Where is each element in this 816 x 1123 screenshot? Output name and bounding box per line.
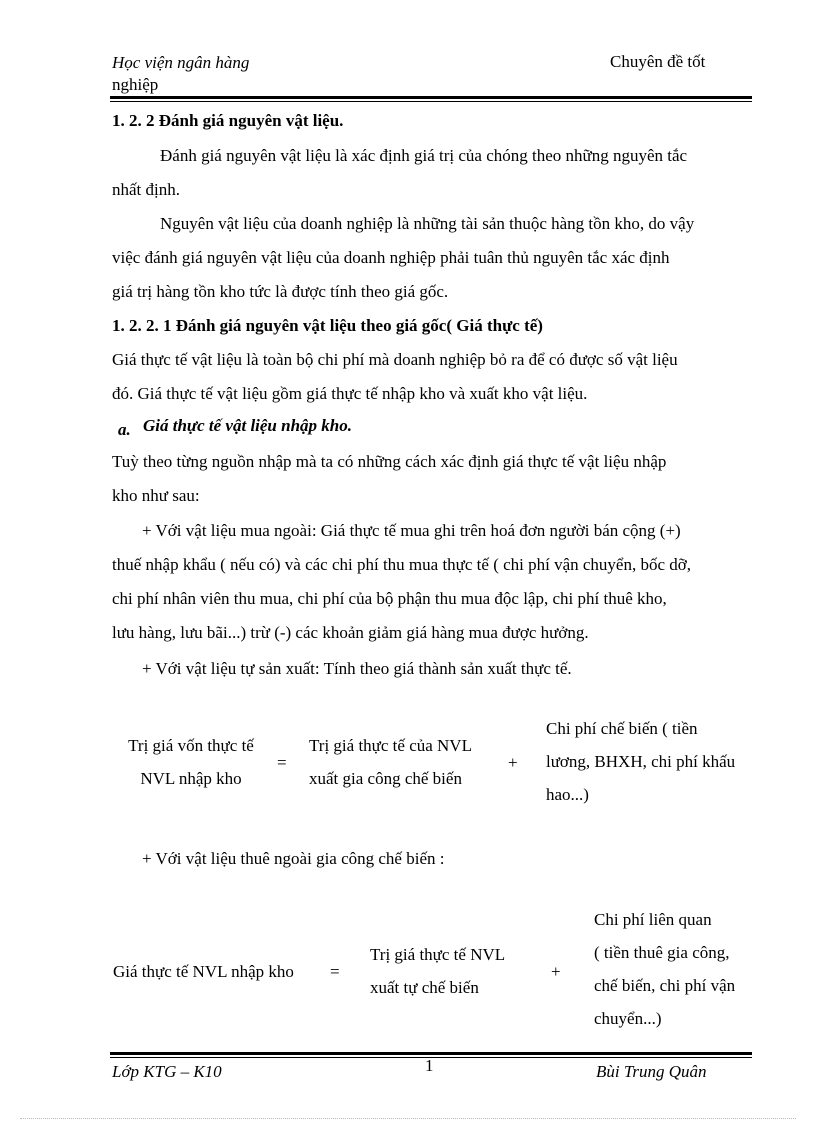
para1-line2: nhất định. xyxy=(112,180,180,199)
page-bottom-dotted-line xyxy=(20,1118,796,1119)
eq1-term1-line1: Trị giá thực tế của NVL xyxy=(309,736,472,755)
header-institution xyxy=(112,52,249,96)
bullet3: + Với vật liệu thuê ngoài gia công chế biến : xyxy=(142,849,445,868)
eq2-plus: + xyxy=(551,962,561,981)
eq1-plus: + xyxy=(508,753,518,772)
para2-line2: việc đánh giá nguyên vật liệu của doanh nghiệp phải tuân thủ nguyên tắc xác định xyxy=(112,248,670,267)
header-doc-type: Chuyên đề tốt xyxy=(610,52,706,71)
eq1-term1-line2: xuất gia công chế biến xyxy=(309,769,462,788)
eq1-term2-line2: lương, BHXH, chi phí khấu xyxy=(546,752,736,771)
eq1-equals: = xyxy=(277,753,287,772)
bullet1-line4: lưu hàng, lưu bãi...) trừ (-) các khoản giảm giá hàng mua được hưởng. xyxy=(112,623,589,642)
bullet2: + Với vật liệu tự sản xuất: Tính theo giá thành sản xuất thực tế. xyxy=(142,659,572,678)
eq1-term2-line1: Chi phí chế biến ( tiền xyxy=(546,719,698,738)
subsection-title: 1. 2. 2. 1 Đánh giá nguyên vật liệu theo giá gốc( Giá thực tế) xyxy=(112,316,543,335)
header-institution-line1: Học viện ngân hàng xyxy=(112,53,250,72)
eq2-term1-line1: Trị giá thực tế NVL xyxy=(370,945,506,964)
page-number: 1 xyxy=(425,1056,434,1075)
eq2-term2 xyxy=(594,903,756,1035)
item-a-title: Giá thực tế vật liệu nhập kho. xyxy=(143,416,353,435)
footer-class: Lớp KTG – K10 xyxy=(112,1062,222,1081)
eq2-term1-line2: xuất tự chế biến xyxy=(370,978,479,997)
para1-line1: Đánh giá nguyên vật liệu là xác định giá trị của chóng theo những nguyên tắc xyxy=(160,146,688,165)
eq1-term2 xyxy=(546,712,756,811)
para4-line2: kho như sau: xyxy=(112,486,200,505)
eq2-lhs: Giá thực tế NVL nhập kho xyxy=(113,962,294,981)
bullet1-line2: thuế nhập khẩu ( nếu có) và các chi phí thu mua thực tế ( chi phí vận chuyển, bốc dỡ, xyxy=(112,555,692,574)
para3-line2: đó. Giá thực tế vật liệu gồm giá thực tế nhập kho và xuất kho vật liệu. xyxy=(112,384,588,403)
eq2-term1 xyxy=(370,938,540,1004)
eq2-term2-line2: ( tiền thuê gia công, xyxy=(594,943,730,962)
header-institution-line2: nghiệp xyxy=(112,75,159,94)
section-title: 1. 2. 2 Đánh giá nguyên vật liệu. xyxy=(112,111,344,130)
para2-line3: giá trị hàng tồn kho tức là được tính theo giá gốc. xyxy=(112,282,449,301)
eq2-term2-line1: Chi phí liên quan xyxy=(594,910,712,929)
bullet1-line1: + Với vật liệu mua ngoài: Giá thực tế mua ghi trên hoá đơn người bán cộng (+) xyxy=(142,521,681,540)
eq2-term2-line3: chế biến, chi phí vận xyxy=(594,976,736,995)
footer-rule-thick xyxy=(110,1052,752,1055)
eq1-lhs-line1: Trị giá vốn thực tế xyxy=(128,736,254,755)
item-a-marker: a. xyxy=(118,420,131,439)
eq1-lhs-line2: NVL nhập kho xyxy=(140,769,242,788)
header-rule-thin xyxy=(110,101,752,102)
eq1-term1 xyxy=(309,729,499,795)
footer-author: Bùi Trung Quân xyxy=(596,1062,707,1081)
eq2-equals: = xyxy=(330,962,340,981)
bullet1-line3: chi phí nhân viên thu mua, chi phí của bộ phận thu mua độc lập, chi phí thuê kho, xyxy=(112,589,667,608)
eq2-term2-line4: chuyển...) xyxy=(594,1009,662,1028)
para3-line1: Giá thực tế vật liệu là toàn bộ chi phí mà doanh nghiệp bỏ ra để có được số vật liệu xyxy=(112,350,678,369)
eq1-lhs xyxy=(116,729,266,795)
para2-line1: Nguyên vật liệu của doanh nghiệp là những tài sản thuộc hàng tồn kho, do vậy xyxy=(160,214,695,233)
eq1-term2-line3: hao...) xyxy=(546,785,589,804)
para4-line1: Tuỳ theo từng nguồn nhập mà ta có những cách xác định giá thực tế vật liệu nhập xyxy=(112,452,667,471)
header-rule-thick xyxy=(110,96,752,99)
